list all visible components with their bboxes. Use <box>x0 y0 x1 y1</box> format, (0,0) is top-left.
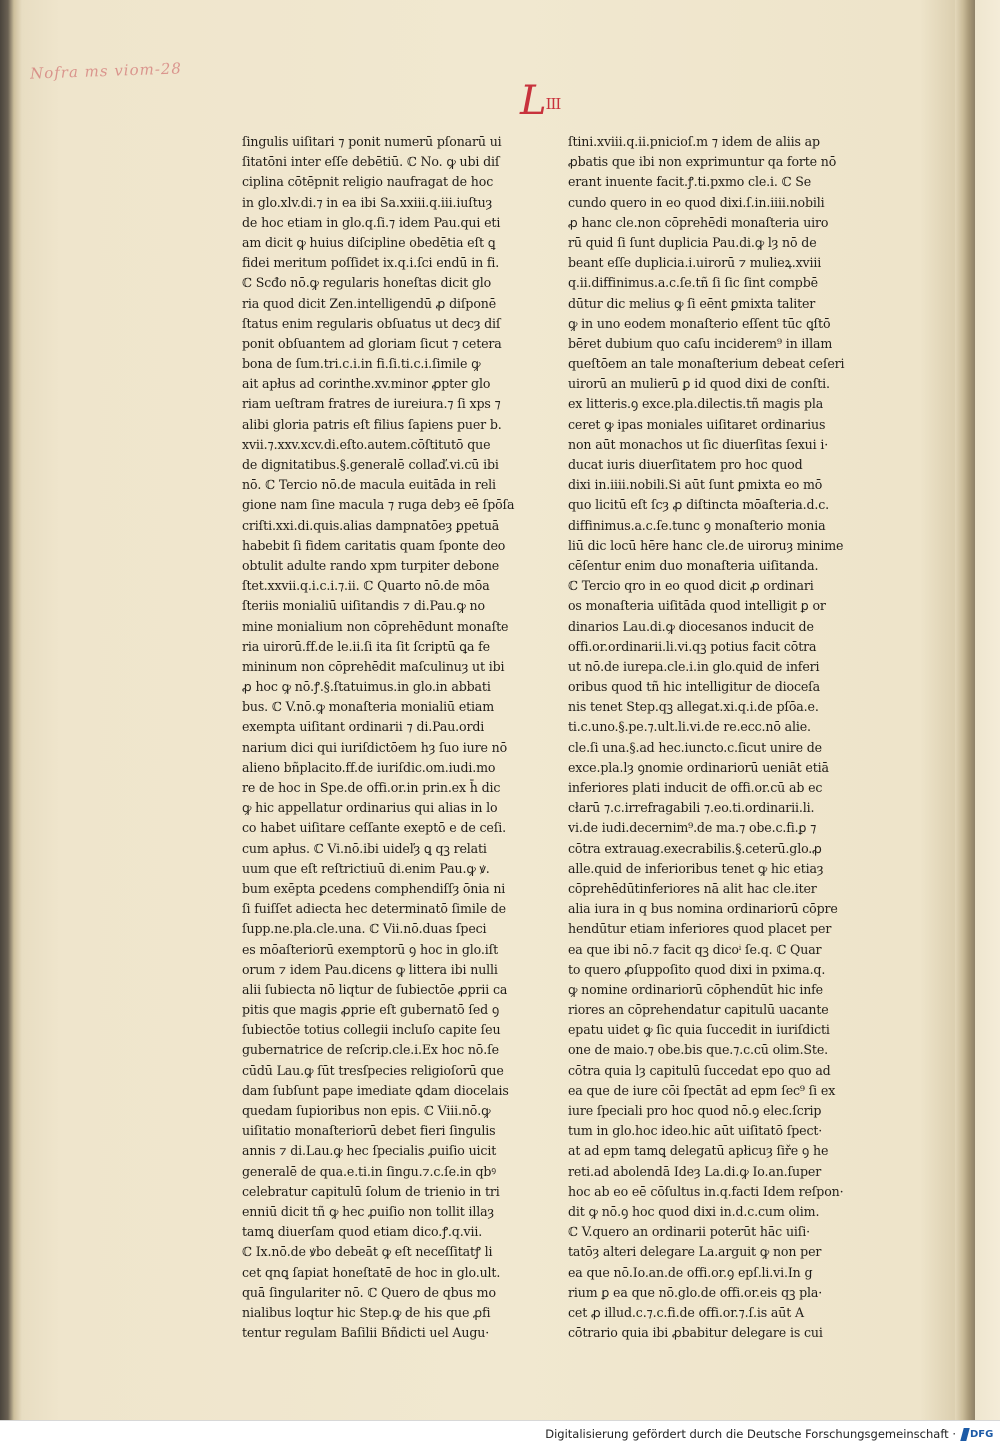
text-line: alii ſubiecta nō liqtur de ſubiectōe ꝓprii ca <box>242 981 508 997</box>
text-line: xvii.⁊.xxv.xcv.di.eſto.autem.cōſtitutō que <box>242 436 491 452</box>
text-line: nialibus loqtur hic Step.ꝙ de his que ꝓfi <box>242 1304 491 1320</box>
text-line: non aūt monachos ut ſic diuerſitas ſexui i· <box>568 436 829 452</box>
text-line: ut nō.de iurepa.cle.i.in glo.quid de inferi <box>568 658 820 674</box>
text-line: oribus quod tñ hic intelligitur de dioceſa <box>568 679 821 695</box>
text-line: cle.ſi una.§.ad hec.iuncto.c.ſicut unire de <box>568 739 822 755</box>
text-line: exempta uiſitant ordinarii ⁊ di.Pau.ordi <box>242 719 485 735</box>
text-line: mininum non cōprehēdit maſculinuȝ ut ibi <box>242 658 505 674</box>
text-line: reti.ad abolendā Ideȝ La.di.ꝙ Io.an.ſuper <box>568 1163 822 1179</box>
text-line: ℂ Scđo nō.ꝙ regularis honeſtas dicit glo <box>242 275 492 291</box>
folio-sub: III <box>545 95 561 113</box>
text-line: q.ii.diffinimus.a.c.ſe.tñ ſi ſic ſint compbē <box>568 275 818 291</box>
text-line: nis tenet Step.qꝫ allegat.xi.q.i.de pſōa.e. <box>568 699 819 715</box>
text-line: ꝓ hanc cle.non cōprehēdi monaſteria uiro <box>568 214 829 230</box>
text-line: ea que nō.Io.an.de offi.or.ꝯ epſ.li.vi.In g <box>568 1264 813 1280</box>
text-line: in glo.xlv.di.⁊ in ea ibi Sa.xxiii.q.iii.iuſtuȝ <box>242 194 493 210</box>
text-line: ex litteris.ꝯ exce.pla.dilectis.tñ magis pla <box>568 396 824 412</box>
text-line: dam ſubſunt pape imediate ꝗdam diocelais <box>242 1082 509 1098</box>
text-line: ria uirorū.ff.de le.ii.ſi ita ſit ſcriptū ꝗa fe <box>242 638 490 654</box>
text-line: rū quid ſi ſunt duplicia Pau.di.ꝙ lȝ nō de <box>568 234 817 250</box>
text-line: bona de ſum.tri.c.i.in fi.ſi.ti.c.i.ſimile ꝙ <box>242 356 481 372</box>
text-line: obtulit adulte rando xpm turpiter debone <box>242 557 500 573</box>
text-line: ciplina cōtēpnit religio naufragat de hoc <box>242 174 494 190</box>
right-text-column <box>568 132 858 1343</box>
text-line: tum in glo.hoc ideo.hic aūt uiſitatō ſpect· <box>568 1123 823 1139</box>
text-line: cōtra extrauag.execrabilis.§.ceterū.glo.ꝓ <box>568 840 822 856</box>
text-line: quā ſingulariter nō. ℂ Quero de qbus mo <box>242 1284 496 1300</box>
dfg-logo <box>962 1426 994 1442</box>
text-line: os monaſteria uiſitāda quod intelligit ꝑ or <box>568 598 826 614</box>
text-line: ſteriis monialiū uiſitandis ⁊ di.Pau.ꝙ no <box>242 598 485 614</box>
text-line: ſingulis uiſitari ⁊ ponit numerū pſonarū ui <box>242 134 502 149</box>
text-line: dixi in.iiii.nobili.Si aūt ſunt ꝑmixta eo mō <box>568 477 823 493</box>
text-line: ducat iuris diuerſitatem pro hoc quod <box>568 457 803 472</box>
text-line: ſupp.ne.pla.cle.una. ℂ Vii.nō.duas ſpeci <box>242 921 487 937</box>
text-line: co habet uiſitare ceſſante exeptō e de ceſi. <box>242 820 506 836</box>
text-line: quedam ſupioribus non epis. ℂ Viii.nō.ꝙ <box>242 1103 491 1118</box>
text-line: alieno bñplacito.ff.de iuriſdic.om.iudi.mo <box>242 759 496 775</box>
text-line: tatōȝ alteri delegare La.arguit ꝙ non per <box>568 1244 822 1260</box>
text-line: hendūtur etiam inferiores quod placet per <box>568 921 832 937</box>
text-line: ℂ Ix.nō.de ꝟbo debeāt ꝙ eſt neceſſitatꝭ li <box>242 1244 493 1260</box>
text-line: queſtōem an tale monaſterium debeat ceſeri <box>568 356 845 372</box>
text-line: iure ſpeciali pro hoc quod nō.ꝯ elec.ſcrip <box>568 1103 822 1118</box>
dfg-logo-text: DFG <box>970 1428 994 1440</box>
text-line: bum exēpta ꝑcedens comphendiſſȝ ōnia ni <box>242 880 506 896</box>
text-line: riam ueſtram fratres de iureiura.⁊ ſi xps ⁊ <box>242 396 501 412</box>
text-line: criſti.xxi.di.quis.alias dampnatōeȝ ꝑpetuā <box>242 517 500 533</box>
text-line: am dicit ꝙ huius diſcipline obedētia eſt ꝗ <box>242 234 496 250</box>
text-line: ſitatōni inter eſſe debētiū. ℂ No. ꝙ ubi diſ <box>242 154 500 170</box>
text-line: enniū dicit tñ ꝙ hec ꝓuiſio non tollit illaȝ <box>242 1203 494 1219</box>
text-line: ſtini.xviii.q.ii.pnicioſ.m ⁊ idem de aliis ap <box>568 134 820 149</box>
text-line: cłarū ⁊.c.irrefragabili ⁊.eo.ti.ordinarii.li. <box>568 800 815 816</box>
text-line: epatu uidet ꝙ ſic quia ſuccedit in iuriſdicti <box>568 1022 830 1038</box>
text-line: pitis que magis ꝓprie eſt gubernatō ſed ꝯ <box>242 1002 500 1018</box>
text-line: re de hoc in Spe.de offi.or.in prin.ex h̄ dic <box>242 780 501 795</box>
text-line: tamꝗ diuerſam quod etiam dico.ꝭ.q.vii. <box>242 1224 483 1240</box>
folio-main: L <box>520 78 546 124</box>
text-line: uum que eſt reſtrictiuū di.enim Pau.ꝙ ꝟ. <box>242 860 490 876</box>
text-line: cum apłus. ℂ Vi.nō.ibi uideľȝ ꝗ qꝫ relati <box>242 840 487 856</box>
text-line: celebratur capitulū ſolum de trienio in tri <box>242 1183 500 1199</box>
text-line: alibi gloria patris eſt filius ſapiens puer b. <box>242 416 502 432</box>
text-line: ꝙ in uno eodem monaſterio eſſent tūc ꝗſtō <box>568 315 831 331</box>
text-line: mine monialium non cōprehēdunt monaſte <box>242 618 509 634</box>
text-line: ait apłus ad corinthe.xv.minor ꝓpter glo <box>242 376 491 392</box>
text-line: narium dici qui iuriſdictōem hȝ ſuo iure nō <box>242 739 508 755</box>
text-line: ꝙ nomine ordinariorū cōphendūt hic infe <box>568 981 823 997</box>
text-line: alia iura in q bus nomina ordinariorū cōpre <box>568 901 838 917</box>
text-line: bēret dubium quo caſu inciderem⁹ in illam <box>568 335 833 351</box>
text-line: habebit ſi fidem caritatis quam ſponte deo <box>242 537 506 553</box>
text-line: bus. ℂ V.nō.ꝙ monaſteria monialiū etiam <box>242 699 495 715</box>
text-line: ſi fuiſſet adiecta hec determinatō ſimile de <box>242 901 506 917</box>
text-line: de dignitatibus.§.generalē collaď.vi.cū ibi <box>242 457 499 472</box>
text-line: ꝓbatis que ibi non exprimuntur qa forte nō <box>568 154 837 170</box>
next-leaf-edge <box>975 0 1000 1420</box>
text-line: at ad epm tamꝗ delegatū apłicuȝ ſiře ꝯ he <box>568 1143 829 1159</box>
text-line: diffinimus.a.c.ſe.tunc ꝯ monaſterio monia <box>568 517 826 533</box>
text-line: ea que ibi nō.⁊ facit qꝫ dicoⁱ ſe.q. ℂ Quar <box>568 941 822 957</box>
text-line: generalē de qua.e.ti.in ſingu.⁊.c.ſe.in qbꝰ <box>242 1163 496 1179</box>
text-line: one de maio.⁊ obe.bis que.⁊.c.cū olim.Ste. <box>568 1042 828 1058</box>
text-line: ſtatus enim regularis obſuatus ut decȝ diſ <box>242 315 501 331</box>
text-line: dinarios Lau.di.ꝙ diocesanos inducit de <box>568 618 814 634</box>
text-line: hoc ab eo eē cōſultus in.q.facti Idem reſpon· <box>568 1183 844 1199</box>
text-line: liū dic locū hēre hanc cle.de uiroruȝ minime <box>568 537 844 553</box>
text-line: cet qnꝗ ſapiat honeſtatē de hoc in glo.ult. <box>242 1264 501 1280</box>
text-line: de hoc etiam in glo.q.ſi.⁊ idem Pau.qui eti <box>242 214 501 230</box>
text-line: beant eſſe duplicia.i.uirorū ⁊ mulieꝝ.xviii <box>568 255 822 271</box>
text-line: orum ⁊ idem Pau.dicens ꝙ littera ibi nulli <box>242 961 498 977</box>
text-line: exce.pla.lȝ ꝯnomie ordinariorū ueniāt etiā <box>568 759 829 775</box>
folio-number <box>520 78 560 124</box>
dfg-logo-mark <box>960 1428 969 1441</box>
text-line: ꝙ hic appellatur ordinarius qui alias in lo <box>242 800 498 816</box>
text-line: es mōaſteriorū exemptorū ꝯ hoc in glo.iſt <box>242 941 499 957</box>
text-line: nō. ℂ Tercio nō.de macula euitāda in reli <box>242 477 496 493</box>
page-edge <box>955 0 975 1420</box>
text-line: riores an cōprehendatur capitulū uacante <box>568 1002 829 1018</box>
text-line: ceret ꝙ ipas moniales uiſitaret ordinarius <box>568 416 826 432</box>
text-line: ꝓ hoc ꝙ nō.ꝭ.§.ſtatuimus.in glo.in abbati <box>242 679 491 695</box>
text-line: ponit obſuantem ad gloriam ſicut ⁊ cetera <box>242 335 502 351</box>
text-line: inferiores plati inducit de offi.or.cū ab ec <box>568 780 823 795</box>
text-line: vi.de iudi.decernim⁹.de ma.⁊ obe.c.fi.ꝑ ⁊ <box>568 820 817 836</box>
text-line: to quero ꝓſuppoſito quod dixi in pxima.q. <box>568 961 826 977</box>
text-line: ſubiectōe totius collegii incluſo capite ſeu <box>242 1022 501 1038</box>
text-line: uiſitatio monaſteriorū debet fieri ſingulis <box>242 1123 496 1139</box>
text-line: uirorū an mulierū ꝑ id quod dixi de conſti. <box>568 376 830 392</box>
text-line: tentur regulam Baſilii Bñdicti uel Augu· <box>242 1325 490 1341</box>
text-line: cōprehēdūtinferiores nā alit hac cle.iter <box>568 880 817 896</box>
text-line: gubernatrice de reſcrip.cle.i.Ex hoc nō.ſe <box>242 1042 499 1058</box>
text-line: rium ꝑ ea que nō.glo.de offi.or.eis qꝫ pla· <box>568 1284 823 1300</box>
text-line: offi.or.ordinarii.li.vi.qꝫ potius facit cōtra <box>568 638 817 654</box>
text-line: erant inuente facit.ꝭ.ti.pxmo cle.i. ℂ Se <box>568 174 812 190</box>
text-line: cundo quero in eo quod dixi.ſ.in.iiii.nobili <box>568 194 825 210</box>
text-line: dit ꝙ nō.ꝯ hoc quod dixi in.d.c.cum olim. <box>568 1203 820 1219</box>
text-line: ℂ V.quero an ordinarii poterūt hāc uiſi· <box>568 1224 811 1240</box>
text-line: dūtur dic melius ꝙ ſi eēnt ꝑmixta taliter <box>568 295 816 311</box>
margin-note: Nofra ms viom-28 <box>29 59 183 83</box>
text-line: gione nam ſine macula ⁊ ruga debȝ eē ſpōſa <box>242 497 515 513</box>
funding-notice: Digitalisierung gefördert durch die Deutsche Forschungsgemeinschaft · <box>545 1427 956 1441</box>
text-line: alle.quid de inferioribus tenet ꝙ hic etiaȝ <box>568 860 824 876</box>
text-line: ti.c.uno.§.pe.⁊.ult.li.vi.de re.ecc.nō alie. <box>568 719 811 735</box>
text-line: fidei meritum poſſidet ix.q.i.ſci endū in fi. <box>242 255 500 271</box>
text-line: cet ꝓ illud.c.⁊.c.fi.de offi.or.⁊.ſ.is aūt A <box>568 1304 804 1320</box>
text-line: ſtet.xxvii.q.i.c.i.⁊.ii. ℂ Quarto nō.de mōa <box>242 578 490 594</box>
footer-bar <box>0 1420 1000 1448</box>
text-line: quo licitū eſt ſcȝ ꝓ diſtincta mōaſteria.d.c. <box>568 497 830 513</box>
text-line: ℂ Tercio qro in eo quod dicit ꝓ ordinari <box>568 578 814 594</box>
text-line: cēſentur enim duo monaſteria uiſitanda. <box>568 557 819 573</box>
text-line: ea que de iure cōi ſpectāt ad epm ſec⁹ ſi ex <box>568 1082 836 1098</box>
left-text-column <box>242 132 532 1343</box>
text-line: annis ⁊ di.Lau.ꝙ hec ſpecialis ꝓuiſio uicit <box>242 1143 497 1159</box>
text-line: cōtra quia lȝ capitulū ſuccedat epo quo ad <box>568 1062 831 1078</box>
text-line: ria quod dicit Zen.intelligendū ꝓ diſponē <box>242 295 497 311</box>
text-line: cūdū Lau.ꝙ ſūt tresſpecies religioſorū que <box>242 1062 504 1078</box>
text-line: cōtrario quia ibi ꝓbabitur delegare is cui <box>568 1325 823 1341</box>
